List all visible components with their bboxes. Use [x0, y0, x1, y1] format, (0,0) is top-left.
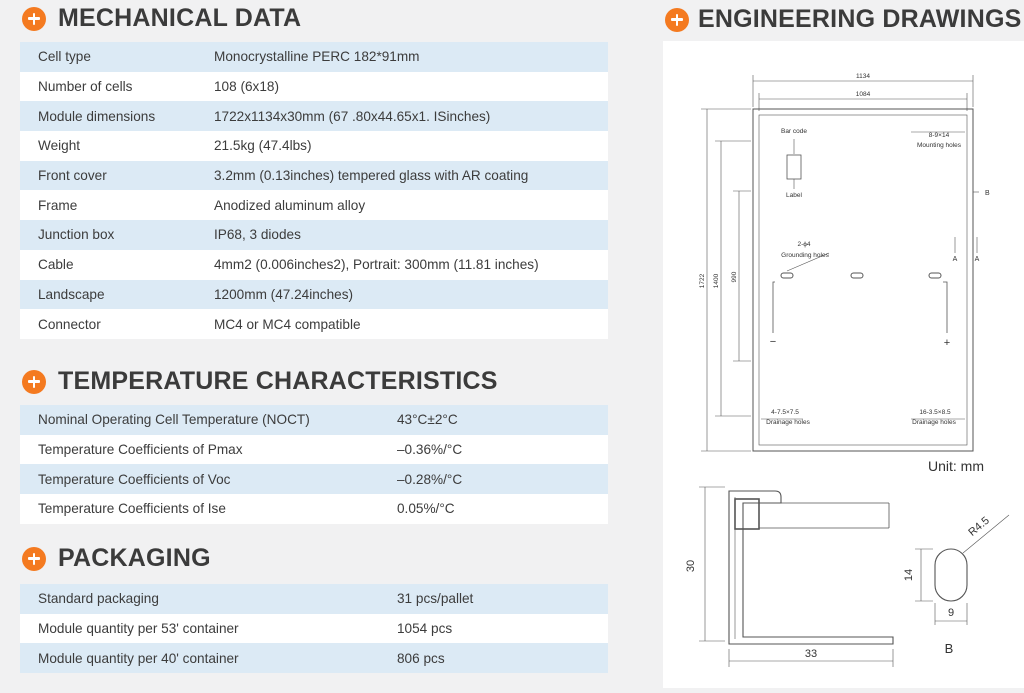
- table-row: [20, 435, 608, 465]
- row-label: Weight: [20, 131, 214, 161]
- bar-code-label: Bar code: [780, 128, 808, 135]
- section-a-label: A: [974, 256, 980, 263]
- dim-width-outer: 1134: [856, 73, 870, 80]
- row-value: 31 pcs/pallet: [397, 584, 608, 614]
- row-label: Cable: [20, 250, 214, 280]
- row-value: 3.2mm (0.13inches) tempered glass with AR coating: [214, 161, 608, 191]
- row-label: Number of cells: [20, 72, 214, 102]
- hole-width-dim: 9: [947, 607, 955, 619]
- temperature-heading: [22, 367, 498, 396]
- orange-plus-icon: [665, 8, 689, 32]
- row-value: 4mm2 (0.006inches2), Portrait: 300mm (11.81 inches): [214, 250, 608, 280]
- row-value: 43°C±2°C: [397, 405, 608, 435]
- row-value: 1722x1134x30mm (67 .80x44.65x1. ISinches): [214, 101, 608, 131]
- dim-height-holes: 990: [731, 271, 738, 283]
- table-row: [20, 309, 608, 339]
- negative-cable: [773, 282, 775, 333]
- row-value: –0.36%/°C: [397, 435, 608, 465]
- engineering-drawing: [663, 41, 1024, 688]
- dim-width-inner: 1084: [855, 91, 871, 98]
- row-value: 1200mm (47.24inches): [214, 280, 608, 310]
- row-label: Connector: [20, 309, 214, 339]
- mechanical-data-table: [20, 42, 608, 339]
- section-title: TEMPERATURE CHARACTERISTICS: [58, 367, 498, 395]
- row-value: 108 (6x18): [214, 72, 608, 102]
- row-value: 21.5kg (47.4lbs): [214, 131, 608, 161]
- row-label: Module dimensions: [20, 101, 214, 131]
- row-value: 806 pcs: [397, 643, 608, 673]
- drain-right-label: Drainage holes: [912, 419, 956, 426]
- mounting-label: Mounting holes: [916, 142, 962, 149]
- table-row: [20, 614, 608, 644]
- dim-height-inner: 1400: [713, 273, 720, 289]
- row-label: Landscape: [20, 280, 214, 310]
- table-row: [20, 494, 608, 524]
- row-value: Anodized aluminum alloy: [214, 190, 608, 220]
- positive-cable: [943, 282, 947, 333]
- drain-right-spec: 16-3.5×8.5: [919, 409, 951, 416]
- frame-height-dim: 30: [685, 559, 697, 573]
- row-label: Temperature Coefficients of Pmax: [20, 435, 397, 465]
- frame-cross-section: [729, 491, 893, 644]
- orange-plus-icon: [22, 370, 46, 394]
- detail-b-marker: B: [985, 190, 990, 197]
- row-label: Nominal Operating Cell Temperature (NOCT): [20, 405, 397, 435]
- table-row: [20, 72, 608, 102]
- hole-radius-dim: R4.5: [966, 514, 992, 539]
- grounding-hole: [929, 273, 941, 278]
- grounding-spec: 2-ϕ4: [797, 241, 811, 248]
- label-caption: Label: [786, 192, 802, 199]
- grounding-hole: [781, 273, 793, 278]
- table-row: [20, 220, 608, 250]
- table-row: [20, 42, 608, 72]
- oblong-hole-detail: [935, 549, 967, 601]
- section-title: MECHANICAL DATA: [58, 4, 302, 32]
- orange-plus-icon: [22, 7, 46, 31]
- panel-inner-frame: [759, 115, 967, 445]
- packaging-heading: [22, 544, 211, 573]
- table-row: [20, 405, 608, 435]
- dim-height-outer: 1722: [699, 273, 706, 289]
- row-label: Front cover: [20, 161, 214, 191]
- plus-sign: +: [943, 337, 951, 349]
- mechanical-data-heading: [22, 4, 301, 33]
- row-label: Standard packaging: [20, 584, 397, 614]
- mounting-spec: 8-9×14: [928, 132, 950, 139]
- row-value: 1054 pcs: [397, 614, 608, 644]
- row-label: Temperature Coefficients of Ise: [20, 494, 397, 524]
- row-label: Module quantity per 53' container: [20, 614, 397, 644]
- table-row: [20, 131, 608, 161]
- row-label: Module quantity per 40' container: [20, 643, 397, 673]
- table-row: [20, 280, 608, 310]
- minus-sign: −: [769, 336, 777, 348]
- row-label: Cell type: [20, 42, 214, 72]
- grounding-hole: [851, 273, 863, 278]
- packaging-table: [20, 584, 608, 673]
- hole-height-dim: 14: [903, 568, 915, 582]
- grounding-label: Grounding holes: [781, 252, 829, 259]
- table-row: [20, 190, 608, 220]
- temperature-table: [20, 405, 608, 524]
- engineering-heading: [665, 5, 1021, 34]
- section-title: ENGINEERING DRAWINGS: [698, 5, 1022, 33]
- engineering-drawing-panel: [663, 41, 1024, 688]
- detail-b-label: B: [944, 641, 954, 656]
- label-box: [787, 155, 801, 179]
- table-row: [20, 161, 608, 191]
- unit-label: Unit: mm: [928, 458, 984, 474]
- table-row: [20, 101, 608, 131]
- row-label: Junction box: [20, 220, 214, 250]
- row-value: 0.05%/°C: [397, 494, 608, 524]
- row-value: Monocrystalline PERC 182*91mm: [214, 42, 608, 72]
- table-row: [20, 643, 608, 673]
- table-row: [20, 250, 608, 280]
- frame-width-dim: 33: [804, 648, 818, 660]
- orange-plus-icon: [22, 547, 46, 571]
- row-label: Temperature Coefficients of Voc: [20, 464, 397, 494]
- row-label: Frame: [20, 190, 214, 220]
- row-value: IP68, 3 diodes: [214, 220, 608, 250]
- drain-left-spec: 4-7.5×7.5: [771, 409, 799, 416]
- section-a-label: A: [952, 256, 958, 263]
- row-value: MC4 or MC4 compatible: [214, 309, 608, 339]
- section-title: PACKAGING: [58, 544, 211, 572]
- table-row: [20, 584, 608, 614]
- panel-outer-frame: [753, 109, 973, 451]
- drain-left-label: Drainage holes: [766, 419, 810, 426]
- row-value: –0.28%/°C: [397, 464, 608, 494]
- table-row: [20, 464, 608, 494]
